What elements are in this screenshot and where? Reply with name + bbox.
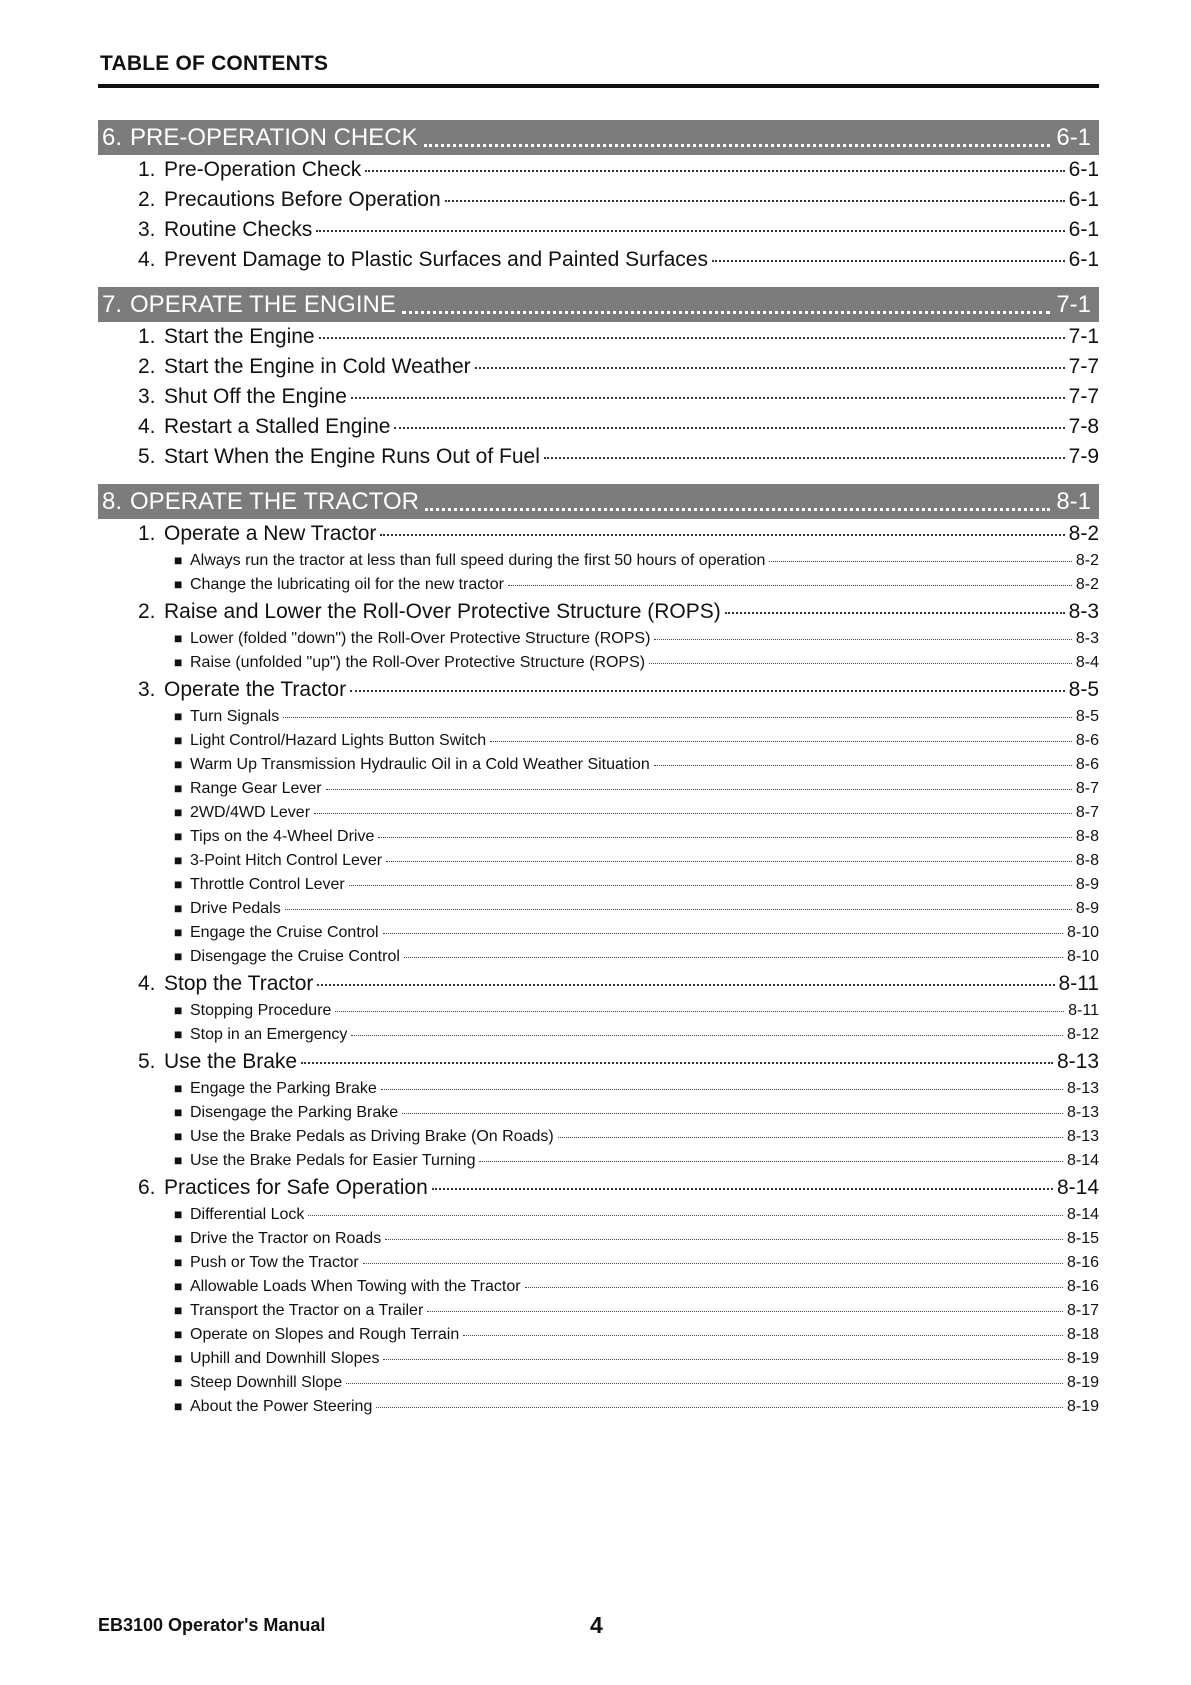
toc-item[interactable] [98,355,1099,385]
item-number: 3. [138,678,156,701]
square-bullet-icon: ■ [174,1230,183,1246]
item-page: 6-1 [1068,218,1099,241]
item-number: 2. [138,600,156,623]
dot-leader [558,1137,1063,1138]
item-number: 6. [138,1176,156,1199]
toc-subitem[interactable] [98,1398,1099,1422]
toc-subitem[interactable] [98,852,1099,876]
dot-leader [402,1113,1063,1114]
item-page: 8-14 [1056,1176,1099,1199]
dot-leader [349,885,1072,886]
square-bullet-icon: ■ [174,876,183,892]
subitem-title: Engage the Parking Brake [190,1080,377,1097]
subitem-page: 8-19 [1066,1398,1099,1415]
subitem-page: 8-6 [1075,732,1099,749]
subitem-title: 3-Point Hitch Control Lever [190,852,383,869]
dot-leader [316,230,1064,232]
item-page: 7-7 [1068,355,1099,378]
toc-subitem[interactable] [98,948,1099,972]
toc-item[interactable] [98,522,1099,552]
dot-leader [335,1011,1064,1012]
square-bullet-icon: ■ [174,1104,183,1120]
toc-subitem[interactable] [98,1128,1099,1152]
square-bullet-icon: ■ [174,1278,183,1294]
section-number: 8. [102,487,123,515]
subitem-title: Use the Brake Pedals as Driving Brake (On Roads) [190,1128,554,1145]
subitem-page: 8-7 [1075,780,1099,797]
item-number: 5. [138,445,156,468]
square-bullet-icon: ■ [174,1128,183,1144]
item-page: 8-5 [1068,678,1099,701]
toc-subitem[interactable] [98,654,1099,678]
subitem-title: Disengage the Cruise Control [190,948,400,965]
section-spacer [98,278,1099,287]
subitem-title: Turn Signals [190,708,280,725]
footer-manual-title: EB3100 Operator's Manual [98,1615,326,1635]
section-heading[interactable] [98,484,1099,519]
subitem-title: Operate on Slopes and Rough Terrain [190,1326,460,1343]
item-number: 5. [138,1050,156,1073]
item-title: Start the Engine [164,325,315,348]
square-bullet-icon: ■ [174,654,183,670]
dot-leader [314,813,1072,814]
item-title: Prevent Damage to Plastic Surfaces and Painted Surfaces [164,248,708,271]
section-heading[interactable] [98,287,1099,322]
item-number: 4. [138,972,156,995]
dot-leader [346,1383,1063,1384]
item-number: 2. [138,188,156,211]
toc-subitem[interactable] [98,1206,1099,1230]
subitem-page: 8-8 [1075,828,1099,845]
toc-subitem[interactable] [98,1104,1099,1128]
dot-leader [378,837,1072,838]
square-bullet-icon: ■ [174,1026,183,1042]
item-number: 3. [138,385,156,408]
toc-subitem[interactable] [98,1374,1099,1398]
section-title: PRE-OPERATION CHECK [130,123,418,151]
subitem-title: Steep Downhill Slope [190,1374,343,1391]
square-bullet-icon: ■ [174,1206,183,1222]
subitem-page: 8-11 [1068,1002,1099,1019]
square-bullet-icon: ■ [174,576,183,592]
subitem-page: 8-19 [1066,1350,1099,1367]
dot-leader [301,1062,1053,1064]
dot-leader [649,663,1072,664]
toc-subitem[interactable] [98,552,1099,576]
subitem-title: Allowable Loads When Towing with the Tractor [190,1278,521,1295]
dot-leader [463,1335,1063,1336]
square-bullet-icon: ■ [174,900,183,916]
dot-leader [404,957,1063,958]
square-bullet-icon: ■ [174,1080,183,1096]
dot-leader [432,1188,1053,1190]
subitem-title: Warm Up Transmission Hydraulic Oil in a Cold Weather Situation [190,756,650,773]
dot-leader [285,909,1072,910]
subitem-title: Uphill and Downhill Slopes [190,1350,380,1367]
toc-subitem[interactable] [98,732,1099,756]
item-number: 3. [138,218,156,241]
item-title: Precautions Before Operation [164,188,441,211]
subitem-title: Change the lubricating oil for the new tractor [190,576,504,593]
toc-subitem[interactable] [98,1326,1099,1350]
toc-item[interactable] [98,325,1099,355]
subitem-page: 8-16 [1066,1254,1099,1271]
subitem-page: 8-12 [1066,1026,1099,1043]
subitem-title: Raise (unfolded "up") the Roll-Over Protective Structure (ROPS) [190,654,646,671]
section-title: OPERATE THE ENGINE [130,290,396,318]
toc-subitem[interactable] [98,828,1099,852]
item-title: Routine Checks [164,218,313,241]
toc-item[interactable] [98,600,1099,630]
subitem-title: Disengage the Parking Brake [190,1104,399,1121]
dot-leader [525,1287,1063,1288]
dot-leader [351,1035,1063,1036]
item-page: 8-3 [1068,600,1099,623]
dot-leader [319,337,1065,339]
subitem-page: 8-13 [1066,1104,1099,1121]
subitem-page: 8-3 [1075,630,1099,647]
square-bullet-icon: ■ [174,780,183,796]
subitem-page: 8-7 [1075,804,1099,821]
toc-item[interactable] [98,972,1099,1002]
toc-subitem[interactable] [98,576,1099,600]
square-bullet-icon: ■ [174,1350,183,1366]
subitem-title: Differential Lock [190,1206,305,1223]
dot-leader [381,1089,1063,1090]
toc-subitem[interactable] [98,756,1099,780]
square-bullet-icon: ■ [174,1302,183,1318]
subitem-title: Push or Tow the Tractor [190,1254,359,1271]
square-bullet-icon: ■ [174,552,183,568]
toc-section [98,120,1099,287]
section-spacer [98,475,1099,484]
toc-subitem[interactable] [98,780,1099,804]
dot-leader [283,717,1072,718]
square-bullet-icon: ■ [174,948,183,964]
toc-subitem[interactable] [98,876,1099,900]
item-title: Operate a New Tractor [164,522,377,545]
dot-leader [326,789,1072,790]
subitem-page: 8-2 [1075,576,1099,593]
section-title: OPERATE THE TRACTOR [130,487,419,515]
item-number: 2. [138,355,156,378]
toc-item[interactable] [98,248,1099,278]
item-page: 7-8 [1068,415,1099,438]
toc-subitem[interactable] [98,1278,1099,1302]
item-title: Operate the Tractor [164,678,347,701]
toc-section [98,287,1099,484]
square-bullet-icon: ■ [174,804,183,820]
subitem-title: About the Power Steering [190,1398,373,1415]
subitem-page: 8-18 [1066,1326,1099,1343]
square-bullet-icon: ■ [174,708,183,724]
header-rule [98,84,1099,88]
item-title: Shut Off the Engine [164,385,347,408]
dot-leader [475,367,1065,369]
dot-leader [402,311,1050,314]
section-number: 7. [102,290,123,318]
square-bullet-icon: ■ [174,1326,183,1342]
dot-leader [654,765,1072,766]
toc-subitem[interactable] [98,708,1099,732]
dot-leader [445,200,1065,202]
item-title: Use the Brake [164,1050,298,1073]
subitem-page: 8-15 [1066,1230,1099,1247]
toc-subitem[interactable] [98,1254,1099,1278]
toc-item[interactable] [98,158,1099,188]
dot-leader [385,1239,1063,1240]
subitem-title: Always run the tractor at less than full speed during the first 50 hours of operation [190,552,766,569]
subitem-page: 8-5 [1075,708,1099,725]
dot-leader [350,690,1065,692]
dot-leader [654,639,1071,640]
subitem-page: 8-19 [1066,1374,1099,1391]
subitem-page: 8-9 [1075,900,1099,917]
item-page: 6-1 [1068,248,1099,271]
dot-leader [386,861,1072,862]
item-title: Stop the Tractor [164,972,314,995]
dot-leader [365,170,1064,172]
toc-item[interactable] [98,1050,1099,1080]
subitem-page: 8-6 [1075,756,1099,773]
subitem-title: Lower (folded "down") the Roll-Over Protective Structure (ROPS) [190,630,651,647]
toc-item[interactable] [98,218,1099,248]
page-header-title: TABLE OF CONTENTS [100,52,329,75]
subitem-page: 8-10 [1066,924,1099,941]
item-title: Start the Engine in Cold Weather [164,355,471,378]
item-number: 4. [138,248,156,271]
subitem-page: 8-4 [1075,654,1099,671]
subitem-title: Use the Brake Pedals for Easier Turning [190,1152,476,1169]
dot-leader [712,260,1065,262]
subitem-page: 8-14 [1066,1206,1099,1223]
toc-subitem[interactable] [98,1002,1099,1026]
dot-leader [427,1311,1063,1312]
dot-leader [508,585,1072,586]
table-of-contents [98,120,1099,1431]
section-spacer [98,1422,1099,1431]
subitem-title: Stop in an Emergency [190,1026,348,1043]
square-bullet-icon: ■ [174,828,183,844]
square-bullet-icon: ■ [174,630,183,646]
toc-item[interactable] [98,385,1099,415]
subitem-page: 8-10 [1066,948,1099,965]
subitem-page: 8-13 [1066,1080,1099,1097]
item-number: 4. [138,415,156,438]
section-page: 8-1 [1056,487,1091,515]
subitem-page: 8-2 [1075,552,1099,569]
toc-subitem[interactable] [98,1350,1099,1374]
item-page: 8-11 [1058,972,1099,995]
toc-subitem[interactable] [98,1026,1099,1050]
square-bullet-icon: ■ [174,1374,183,1390]
section-number: 6. [102,123,123,151]
item-number: 1. [138,325,156,348]
item-title: Raise and Lower the Roll-Over Protective Structure (ROPS) [164,600,721,623]
subitem-title: Range Gear Lever [190,780,322,797]
subitem-title: 2WD/4WD Lever [190,804,311,821]
dot-leader [479,1161,1062,1162]
item-page: 6-1 [1068,158,1099,181]
toc-item[interactable] [98,1176,1099,1206]
square-bullet-icon: ■ [174,852,183,868]
toc-subitem[interactable] [98,900,1099,924]
square-bullet-icon: ■ [174,924,183,940]
dot-leader [380,534,1064,536]
square-bullet-icon: ■ [174,756,183,772]
subitem-page: 8-9 [1075,876,1099,893]
dot-leader [424,144,1051,147]
item-title: Restart a Stalled Engine [164,415,391,438]
square-bullet-icon: ■ [174,1398,183,1414]
subitem-page: 8-13 [1066,1128,1099,1145]
subitem-title: Tips on the 4-Wheel Drive [190,828,375,845]
section-heading[interactable] [98,120,1099,155]
item-page: 8-2 [1068,522,1099,545]
section-page: 6-1 [1056,123,1091,151]
dot-leader [383,933,1063,934]
dot-leader [363,1263,1063,1264]
item-page: 7-9 [1068,445,1099,468]
subitem-title: Light Control/Hazard Lights Button Switch [190,732,487,749]
toc-subitem[interactable] [98,924,1099,948]
item-page: 6-1 [1068,188,1099,211]
dot-leader [308,1215,1063,1216]
dot-leader [317,984,1054,986]
subitem-title: Throttle Control Lever [190,876,345,893]
subitem-title: Stopping Procedure [190,1002,332,1019]
subitem-page: 8-17 [1066,1302,1099,1319]
dot-leader [376,1407,1063,1408]
toc-subitem[interactable] [98,804,1099,828]
subitem-title: Engage the Cruise Control [190,924,379,941]
dot-leader [490,741,1072,742]
toc-subitem[interactable] [98,1152,1099,1176]
subitem-page: 8-8 [1075,852,1099,869]
toc-subitem[interactable] [98,1302,1099,1326]
dot-leader [725,612,1065,614]
item-title: Pre-Operation Check [164,158,362,181]
toc-item[interactable] [98,415,1099,445]
square-bullet-icon: ■ [174,1152,183,1168]
subitem-title: Transport the Tractor on a Trailer [190,1302,424,1319]
item-number: 1. [138,158,156,181]
dot-leader [383,1359,1063,1360]
toc-subitem[interactable] [98,630,1099,654]
subitem-page: 8-16 [1066,1278,1099,1295]
dot-leader [394,427,1064,429]
item-page: 7-1 [1068,325,1099,348]
section-page: 7-1 [1056,290,1091,318]
toc-item[interactable] [98,445,1099,475]
toc-subitem[interactable] [98,1080,1099,1104]
toc-item[interactable] [98,188,1099,218]
dot-leader [544,457,1065,459]
subitem-title: Drive Pedals [190,900,281,917]
subitem-title: Drive the Tractor on Roads [190,1230,382,1247]
dot-leader [425,508,1050,511]
item-page: 7-7 [1068,385,1099,408]
toc-item[interactable] [98,678,1099,708]
dot-leader [769,561,1071,562]
toc-section [98,484,1099,1431]
item-number: 1. [138,522,156,545]
square-bullet-icon: ■ [174,1254,183,1270]
square-bullet-icon: ■ [174,1002,183,1018]
footer-page-number: 4 [590,1612,603,1638]
square-bullet-icon: ■ [174,732,183,748]
toc-subitem[interactable] [98,1230,1099,1254]
item-title: Start When the Engine Runs Out of Fuel [164,445,540,468]
dot-leader [351,397,1065,399]
subitem-page: 8-14 [1066,1152,1099,1169]
item-title: Practices for Safe Operation [164,1176,428,1199]
item-page: 8-13 [1056,1050,1099,1073]
